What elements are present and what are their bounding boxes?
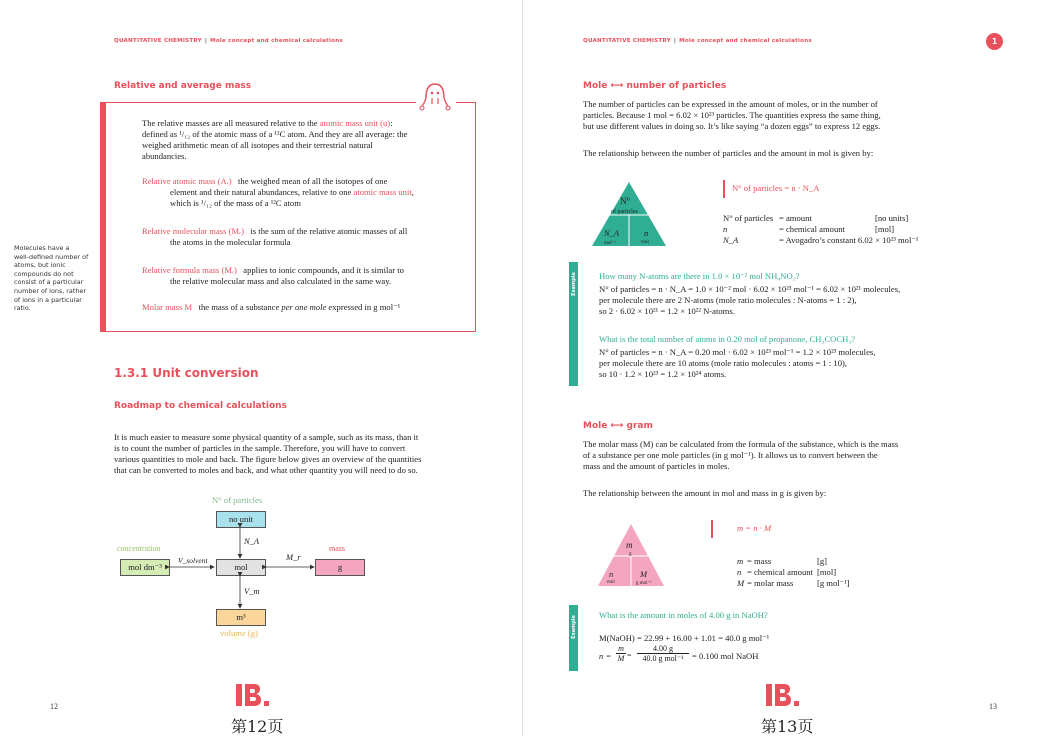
- answer-line: so 10 · 1.2 × 10²³ = 1.2 × 10²⁴ atoms.: [599, 369, 727, 379]
- box-top-rule-right: [456, 102, 476, 103]
- legend-unit: [g]: [817, 556, 828, 566]
- tri2-bl-sub: mol: [607, 580, 615, 585]
- page-divider: [522, 0, 523, 736]
- eq-equals: =: [627, 651, 632, 660]
- tri2-br: M: [640, 569, 648, 579]
- def-text: expressed in g mol⁻¹: [326, 302, 401, 312]
- para-line: It is much easier to measure some physical quantity of a sample, such as its mass, than it: [114, 432, 419, 442]
- legend-desc: = mass: [747, 556, 772, 566]
- header-chapter: QUANTITATIVE CHEMISTRY: [114, 38, 202, 44]
- example-label: Example: [571, 615, 577, 639]
- chapter-badge: 1: [986, 33, 1003, 50]
- example2-line2: [599, 651, 611, 662]
- formula-accent: [723, 180, 725, 198]
- legend-desc: = chemical amount: [779, 224, 845, 234]
- para-line: The molar mass (M) can be calculated from the formula of the substance, which is the mass: [583, 439, 899, 449]
- sidenote-line: Molecules have a: [14, 244, 70, 252]
- formula-legend-2: [737, 556, 937, 589]
- def-text: the atoms in the molecular formula: [170, 237, 291, 247]
- formula-legend-1: [723, 213, 953, 246]
- section-title: Relative and average mass: [114, 81, 252, 91]
- box-no-unit: no unit: [216, 511, 266, 528]
- legend-symbol: N° of particles: [723, 213, 774, 223]
- tri1-bl-sub: mol⁻¹: [604, 241, 616, 246]
- particles-paragraph: [583, 99, 983, 132]
- legend-symbol: N_A: [723, 235, 739, 245]
- edge-vm: V_m: [244, 586, 260, 596]
- box-mol: mol: [216, 559, 266, 576]
- subsection-title: 1.3.1 Unit conversion: [114, 366, 259, 380]
- intro-line2: defined as ¹/₁₂ of the atomic mass of a ¹²C atom. And they are all average: the: [142, 129, 408, 139]
- def-text: ,: [411, 187, 414, 197]
- brand-logo-icon: [766, 684, 800, 714]
- header-chapter: QUANTITATIVE CHEMISTRY: [583, 38, 671, 44]
- def-text: is the sum of the relative atomic masses of all: [250, 226, 408, 236]
- example1-answer2: [599, 347, 989, 380]
- legend-unit: [mol]: [817, 567, 837, 577]
- def-formula-mass: [142, 265, 472, 287]
- molecule-icon: [418, 80, 452, 114]
- frac-den: M: [617, 654, 625, 663]
- def-molecular-mass: [142, 226, 472, 248]
- intro-colon: :: [390, 118, 393, 128]
- example1-answer1: [599, 284, 989, 317]
- running-header: [114, 38, 343, 44]
- gram-relationship: The relationship between the amount in mol and mass in g is given by:: [583, 488, 827, 498]
- running-header-right: [583, 38, 812, 44]
- legend-symbol: n: [723, 224, 728, 234]
- gram-paragraph: [583, 439, 983, 472]
- example2-line1: M(NaOH) = 22.99 + 16.00 + 1.01 = 40.0 g mol⁻¹: [599, 633, 770, 643]
- frac-den: 40.0 g mol⁻¹: [642, 654, 684, 663]
- box-accent-bar: [100, 102, 106, 332]
- def-molar-mass: [142, 302, 472, 313]
- box-mol-dm3: mol dm⁻³: [120, 559, 170, 576]
- box-g: g: [315, 559, 365, 576]
- sidenote-line: number of ions, rather: [14, 286, 86, 295]
- edge-vsolvent: V_solvent: [178, 556, 208, 565]
- para-line: of a substance per one mole particles (in g mol⁻¹). It allows us to convert between the: [583, 450, 878, 460]
- def-text: the relative molecular mass and also calculated in the same way.: [170, 276, 392, 286]
- header-topic: Mole concept and chemical calculations: [679, 38, 812, 44]
- box-top-rule: [106, 102, 416, 103]
- label-concentration: concentration: [117, 544, 161, 553]
- section-title-gram: Mole ⟷ gram: [583, 421, 653, 431]
- tri1-br-sub: mol: [641, 240, 649, 245]
- para-line: that can be converted to moles and back, and what other quantity you will need to do so.: [114, 465, 418, 475]
- answer-line: N° of particles = n · N_A = 0.20 mol · 6.02 × 10²³ mol⁻¹ = 1.2 × 10²³ molecules,: [599, 347, 876, 357]
- fraction-m-over-M: [616, 644, 626, 663]
- legend-unit: [g mol⁻¹]: [817, 578, 850, 588]
- def-text: which is ¹/₁₂ of the mass of a ¹²C atom: [170, 198, 301, 208]
- formula-particles: N° of particles = n · N_A: [732, 183, 820, 193]
- example2-question: What is the amount in moles of 4.00 g in NaOH?: [599, 610, 768, 620]
- def-text: element and their natural abundances, relative to one: [170, 187, 354, 197]
- frac-num: m: [616, 644, 626, 654]
- def-term: Relative formula mass (Mᵣ): [142, 265, 237, 275]
- frac-num: 4.00 g: [637, 644, 689, 654]
- intro-line3: weighed arithmetic mean of all isotopes and their terrestrial natural: [142, 140, 373, 150]
- para-line: The number of particles can be expressed in the amount of moles, or in the number of: [583, 99, 878, 109]
- def-atomic-mass: [142, 176, 472, 209]
- edge-mr: M_r: [286, 552, 301, 562]
- answer-line: per molecule there are 2 N-atoms (mole ratio molecules : N-atoms = 1 : 2),: [599, 295, 857, 305]
- formula-accent: [711, 520, 713, 538]
- legend-unit: [mol]: [875, 224, 895, 234]
- tri2-top: m: [626, 540, 633, 550]
- sidenote-line: well-defined number of: [14, 252, 89, 261]
- roadmap-arrows: [160, 520, 330, 620]
- roadmap-paragraph: [114, 432, 494, 476]
- def-text-italic: per one mole: [281, 302, 327, 312]
- fraction-values: [637, 644, 689, 663]
- answer-line: N° of particles = n · N_A = 1.0 × 10⁻² mol · 6.02 × 10²³ mol⁻¹ = 6.02 × 10²¹ molecules,: [599, 284, 901, 294]
- legend-desc: = Avogadro’s constant 6.02 × 10²³ mol⁻¹: [779, 235, 919, 245]
- def-term: Relative molecular mass (Mᵣ): [142, 226, 244, 236]
- answer-line: per molecule there are 10 atoms (mole ratio molecules : atoms = 1 : 10),: [599, 358, 848, 368]
- eq-lhs: n =: [599, 651, 612, 661]
- header-topic: Mole concept and chemical calculations: [210, 38, 343, 44]
- example1-question1: How many N-atoms are there in 1.0 × 10⁻² mol NH₄NO₃?: [599, 271, 800, 281]
- header-sep: |: [673, 38, 677, 44]
- tri2-top-sub: g: [629, 552, 632, 557]
- particles-relationship: The relationship between the number of particles and the amount in mol is given by:: [583, 148, 874, 158]
- def-term: Molar mass M: [142, 302, 193, 312]
- example2-result: = 0.100 mol NaOH: [692, 651, 759, 661]
- intro-line4: abundancies.: [142, 151, 187, 161]
- box-m3: m³: [216, 609, 266, 626]
- label-volume: volume (g): [220, 628, 258, 638]
- def-text: the weighed mean of all the isotopes of one: [238, 176, 388, 186]
- def-text: the mass of a substance: [198, 302, 282, 312]
- tri1-bl: N_A: [604, 228, 620, 238]
- sidenote: [14, 244, 100, 313]
- roadmap-title: Roadmap to chemical calculations: [114, 401, 287, 411]
- header-sep: |: [204, 38, 208, 44]
- para-line: particles. Because 1 mol = 6.02 × 10²³ particles. The quantities express the same thing,: [583, 110, 881, 120]
- box-right-rule: [475, 102, 476, 332]
- tri2-br-sub: g mol⁻¹: [636, 581, 652, 586]
- sidenote-line: atoms, but ionic: [14, 261, 66, 270]
- legend-unit: [no units]: [875, 213, 909, 223]
- sidenote-line: of ions in a particular: [14, 295, 82, 304]
- brand-logo-icon: [236, 684, 270, 714]
- box-bottom-rule: [100, 331, 476, 332]
- tri1-top-sub: of particles: [611, 209, 638, 215]
- intro-text: The relative masses are all measured relative to the: [142, 118, 320, 128]
- section-title-particles: Mole ⟷ number of particles: [583, 81, 727, 91]
- def-text: applies to ionic compounds, and it is similar to: [243, 265, 404, 275]
- page-number-right: 13: [989, 702, 997, 711]
- sidenote-line: compounds do not: [14, 269, 74, 278]
- para-line: is to count the number of particles in the sample. Therefore, you will have to convert: [114, 443, 406, 453]
- para-line: mass and the amount of particles in moles.: [583, 461, 730, 471]
- def-term-inline: atomic mass unit: [353, 187, 412, 197]
- legend-symbol: M: [737, 578, 745, 588]
- page-number-left: 12: [50, 702, 58, 711]
- intro-term: atomic mass unit (u): [319, 118, 391, 128]
- edge-na: N_A: [244, 536, 260, 546]
- example-label: Example: [571, 272, 577, 296]
- sidenote-line: ratio.: [14, 304, 31, 313]
- legend-desc: = amount: [779, 213, 812, 223]
- footer-page-cn: 第13页: [761, 717, 814, 736]
- label-particles: N° of particles: [212, 495, 263, 505]
- example1-question2: What is the total number of atoms in 0.20 mol of propanone, CH₃COCH₃?: [599, 334, 856, 344]
- para-line: various quantities to mole and back. The figure below gives an overview of the quantities: [114, 454, 422, 464]
- legend-symbol: n: [737, 567, 742, 577]
- tri1-top: N°: [620, 196, 631, 206]
- para-line: but use different values in doing so. It’s like saying “a dozen eggs” to express 12 eggs.: [583, 121, 881, 131]
- def-term: Relative atomic mass (Aᵣ): [142, 176, 232, 186]
- footer-page-cn: 第12页: [231, 717, 284, 736]
- sidenote-line: consist of a particular: [14, 278, 84, 287]
- label-mass: mass: [329, 544, 345, 553]
- tri1-br: n: [644, 228, 649, 238]
- formula-mass: m = n · M: [737, 523, 772, 533]
- answer-line: so 2 · 6.02 × 10²¹ = 1.2 × 10²² N-atoms.: [599, 306, 735, 316]
- legend-desc: = chemical amount: [747, 567, 813, 577]
- box-intro: [142, 118, 468, 162]
- legend-desc: = molar mass: [747, 578, 794, 588]
- tri2-bl: n: [609, 569, 614, 579]
- legend-symbol: m: [737, 556, 744, 566]
